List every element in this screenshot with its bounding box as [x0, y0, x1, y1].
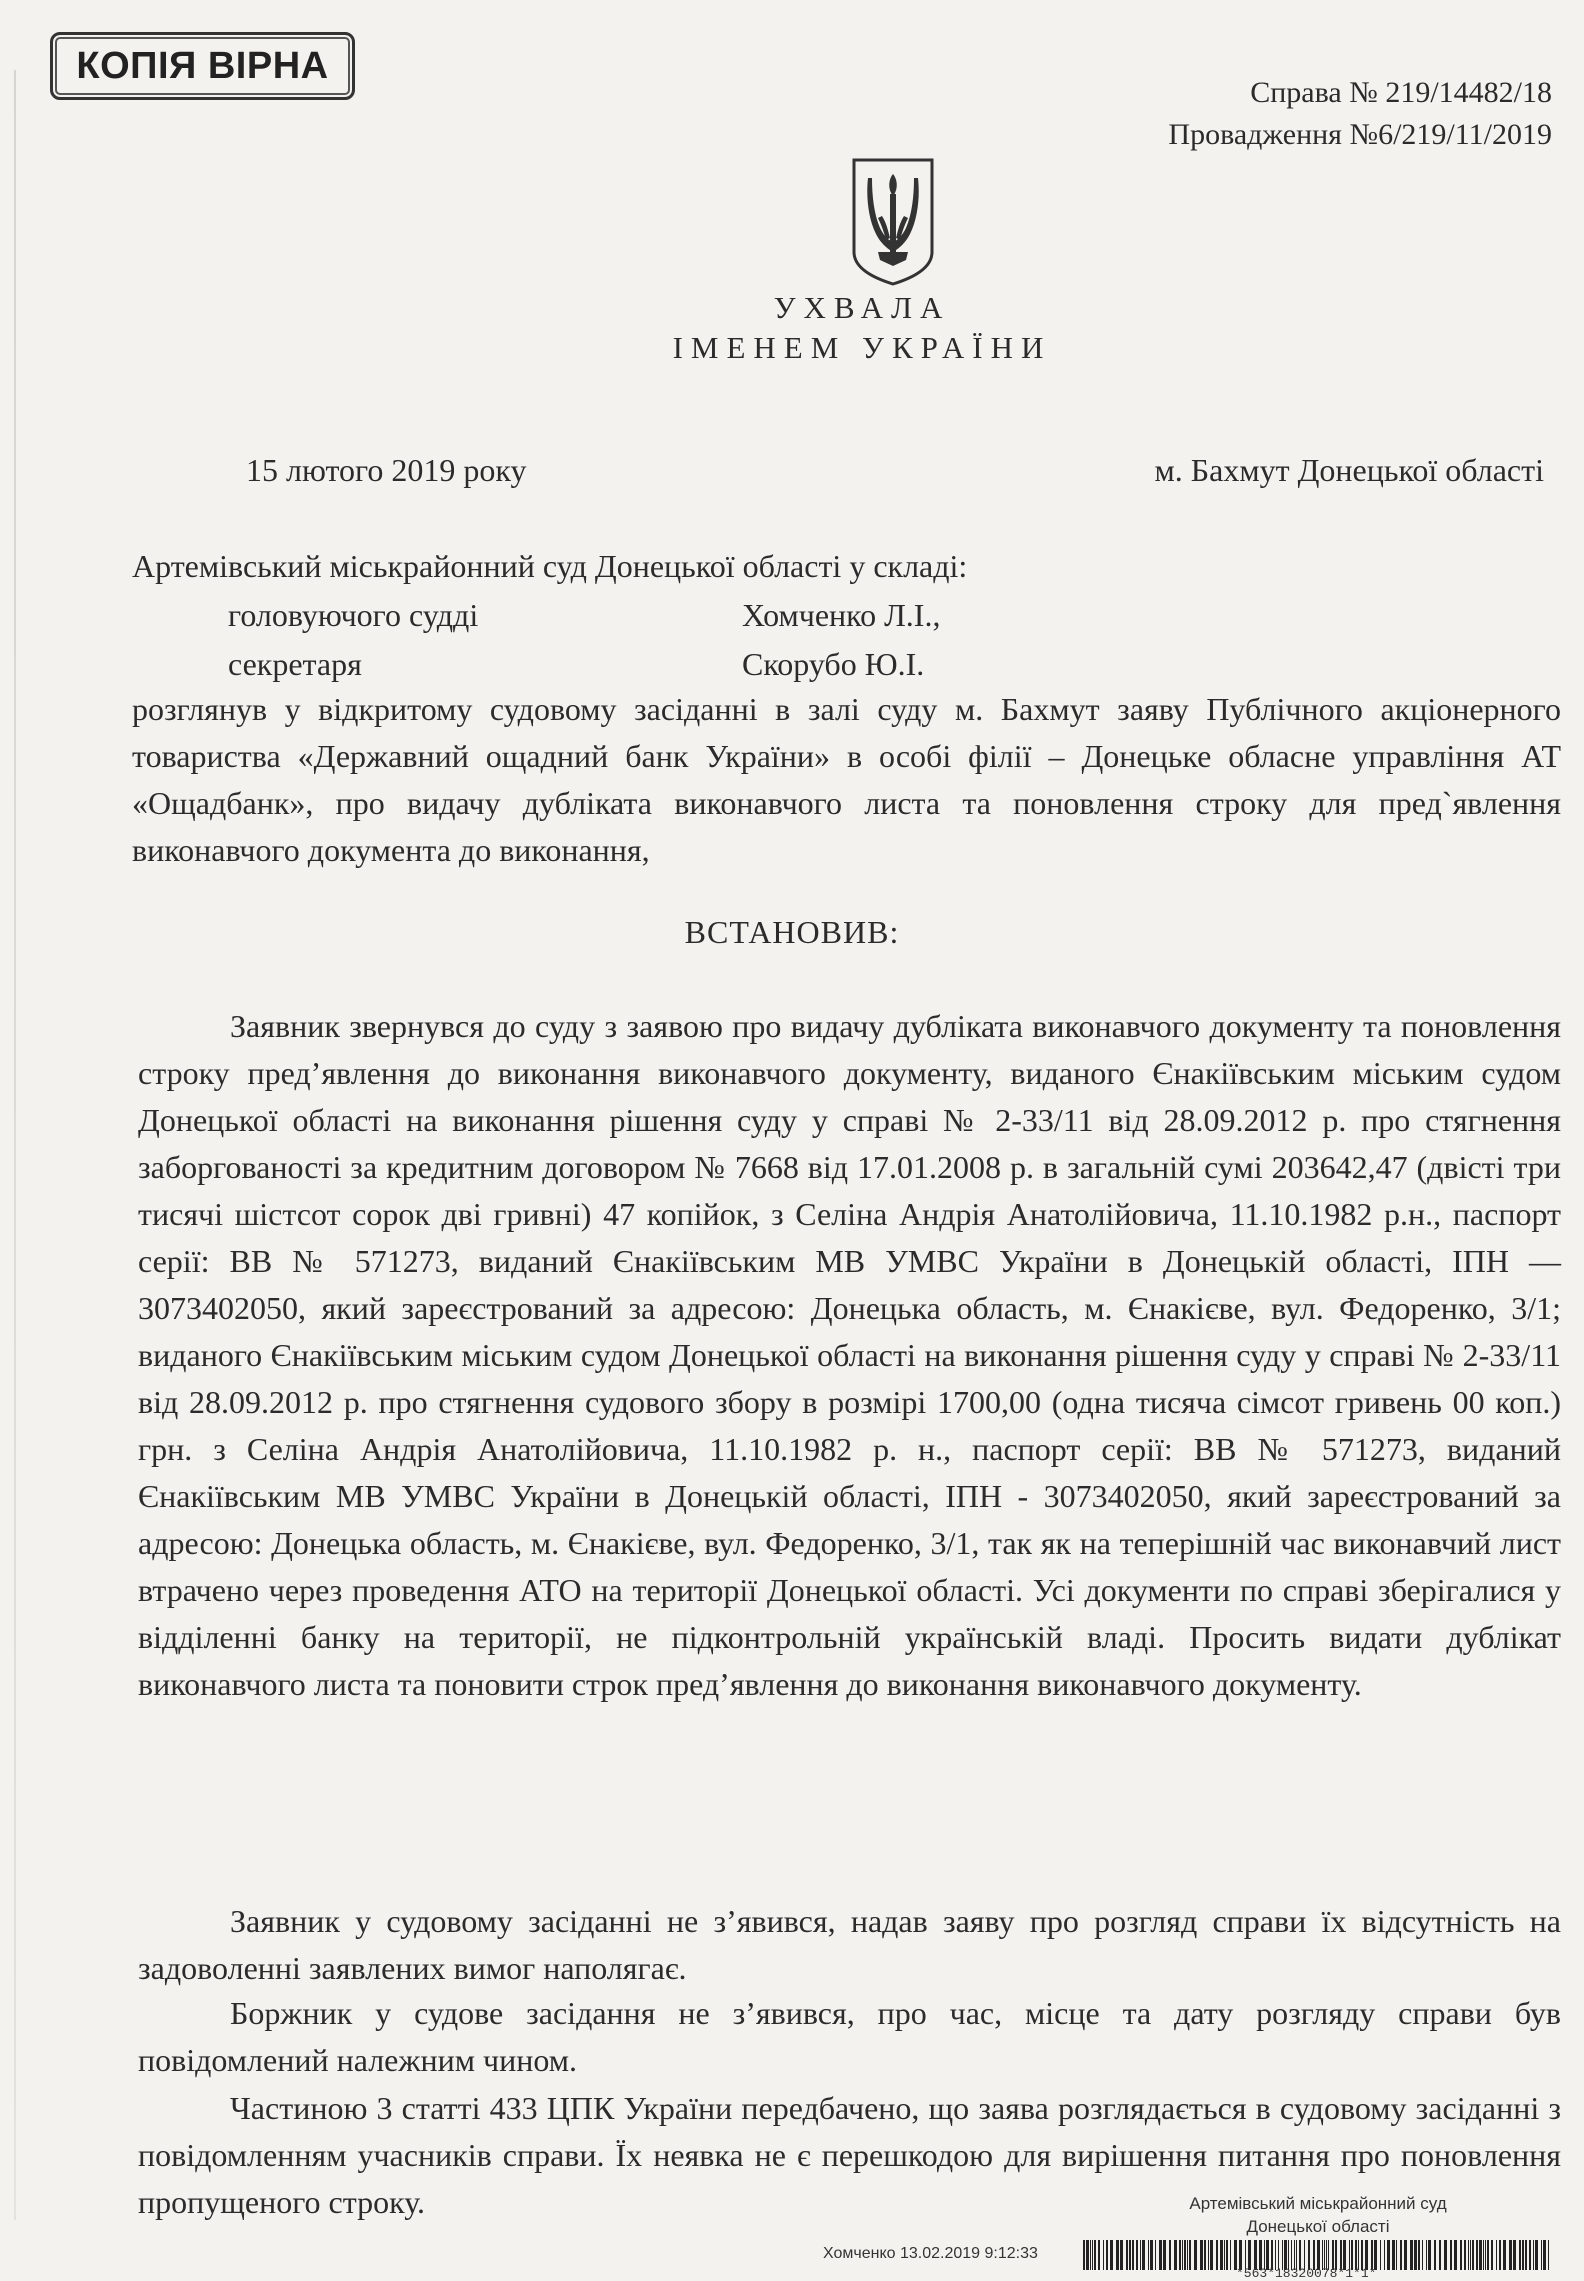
footer-court-line2: Донецької області — [1246, 2217, 1390, 2236]
paragraph-claim: Заявник звернувся до суду з заявою про видачу дубліката виконавчого документу та поновлення строку пред’явлення до виконання виконавчого документу, виданого Єнакіївським міським судом Донецької області на виконання рішення суду у справі № 2-33/11 від 28.09.2012 р. про стягнення заборгованості за кредитним договором № 7668 від 17.01.2008 р. в загальній сумі 203642,47 (двісті три тисячі шістсот сорок дві гривні) 47 копійок, з Селіна Андрія Анатолійовича, 11.10.1982 р.н., паспорт серії: ВВ № 571273, виданий Єнакіївським МВ УМВС України в Донецькій області, ІПН — 3073402050, який зареєстрований за адресою: Донецька область, м. Єнакієве, вул. Федоренко, 3/1; виданого Єнакіївським міським судом Донецької області на виконання рішення суду у справі № 2-33/11 від 28.09.2012 р. про стягнення судового збору в розмірі 1700,00 (одна тисяча сімсот гривень 00 коп.) грн. з Селіна Андрія Анатолійовича, 11.10.1982 р. н., паспорт серії: ВВ № 571273, виданий Єнакіївським МВ УМВС України в Донецькій області, ІПН - 3073402050, який зареєстрований за адресою: Донецька область, м. Єнакієве, вул. Федоренко, 3/1, так як на теперішній час виконавчий лист втрачено через проведення АТО на території Донецької області. Усі документи по справі зберігалися у відділенні банку на території, не підконтрольній українській владі. Просить видати дублікат виконавчого листа та поновити строк пред’явлення до виконання виконавчого документу. — [138, 1008, 1561, 1702]
signature-stamp: Хомченко 13.02.2019 9:12:33 — [823, 2245, 1038, 2262]
ruling-place: м. Бахмут Донецької області — [1154, 452, 1544, 488]
footer-court-line1: Артемівський міськрайонний суд — [1189, 2194, 1447, 2213]
footer-court — [1128, 2192, 1508, 2238]
trident-icon — [848, 156, 938, 288]
proceeding-number: Провадження №6/219/11/2019 — [1168, 118, 1552, 151]
case-reference — [1168, 72, 1552, 156]
secretary-name: Скорубо Ю.І. — [742, 646, 925, 682]
document-title: УХВАЛА — [773, 290, 951, 325]
intro-paragraph: розглянув у відкритому судовому засіданні в залі суду м. Бахмут заяву Публічного акціонерного товариства «Державний ощадний банк України» в особі філії – Донецьке обласне управління АТ «Ощадбанк», про видачу дубліката виконавчого листа та поновлення строку для пред`явлення виконавчого документа до виконання, — [132, 691, 1561, 868]
secretary-role: секретаря — [228, 646, 362, 682]
judge-role: головуючого судді — [228, 597, 479, 633]
ruling-date: 15 лютого 2019 року — [246, 452, 527, 488]
judge-name: Хомченко Л.І., — [742, 597, 941, 633]
document-subtitle: ІМЕНЕМ УКРАЇНИ — [672, 330, 1052, 365]
section-heading: ВСТАНОВИВ: — [684, 914, 900, 950]
certified-copy-stamp: КОПІЯ ВІРНА — [50, 32, 355, 100]
case-number: Справа № 219/14482/18 — [1250, 76, 1552, 109]
barcode-number: *563*18320078*1*1* — [1236, 2266, 1377, 2281]
paragraph-debtor: Боржник у судове засідання не з’явився, про час, місце та дату розгляду справи був повідомлений належним чином. — [138, 1995, 1561, 2078]
binding-edge — [14, 70, 16, 2220]
paragraph-applicant: Заявник у судовому засіданні не з’явився, надав заяву про розгляд справи їх відсутність на задоволенні заявлених вимог наполягає. — [138, 1903, 1561, 1986]
court-composition: Артемівський міськрайонний суд Донецької області у складі: — [132, 548, 968, 584]
paragraph-law: Частиною 3 статті 433 ЦПК України передбачено, що заява розглядається в судовому засіданні з повідомленням учасників справи. Їх неявка не є перешкодою для вирішення питання про поновлення пропущеного строку. — [138, 2090, 1561, 2220]
